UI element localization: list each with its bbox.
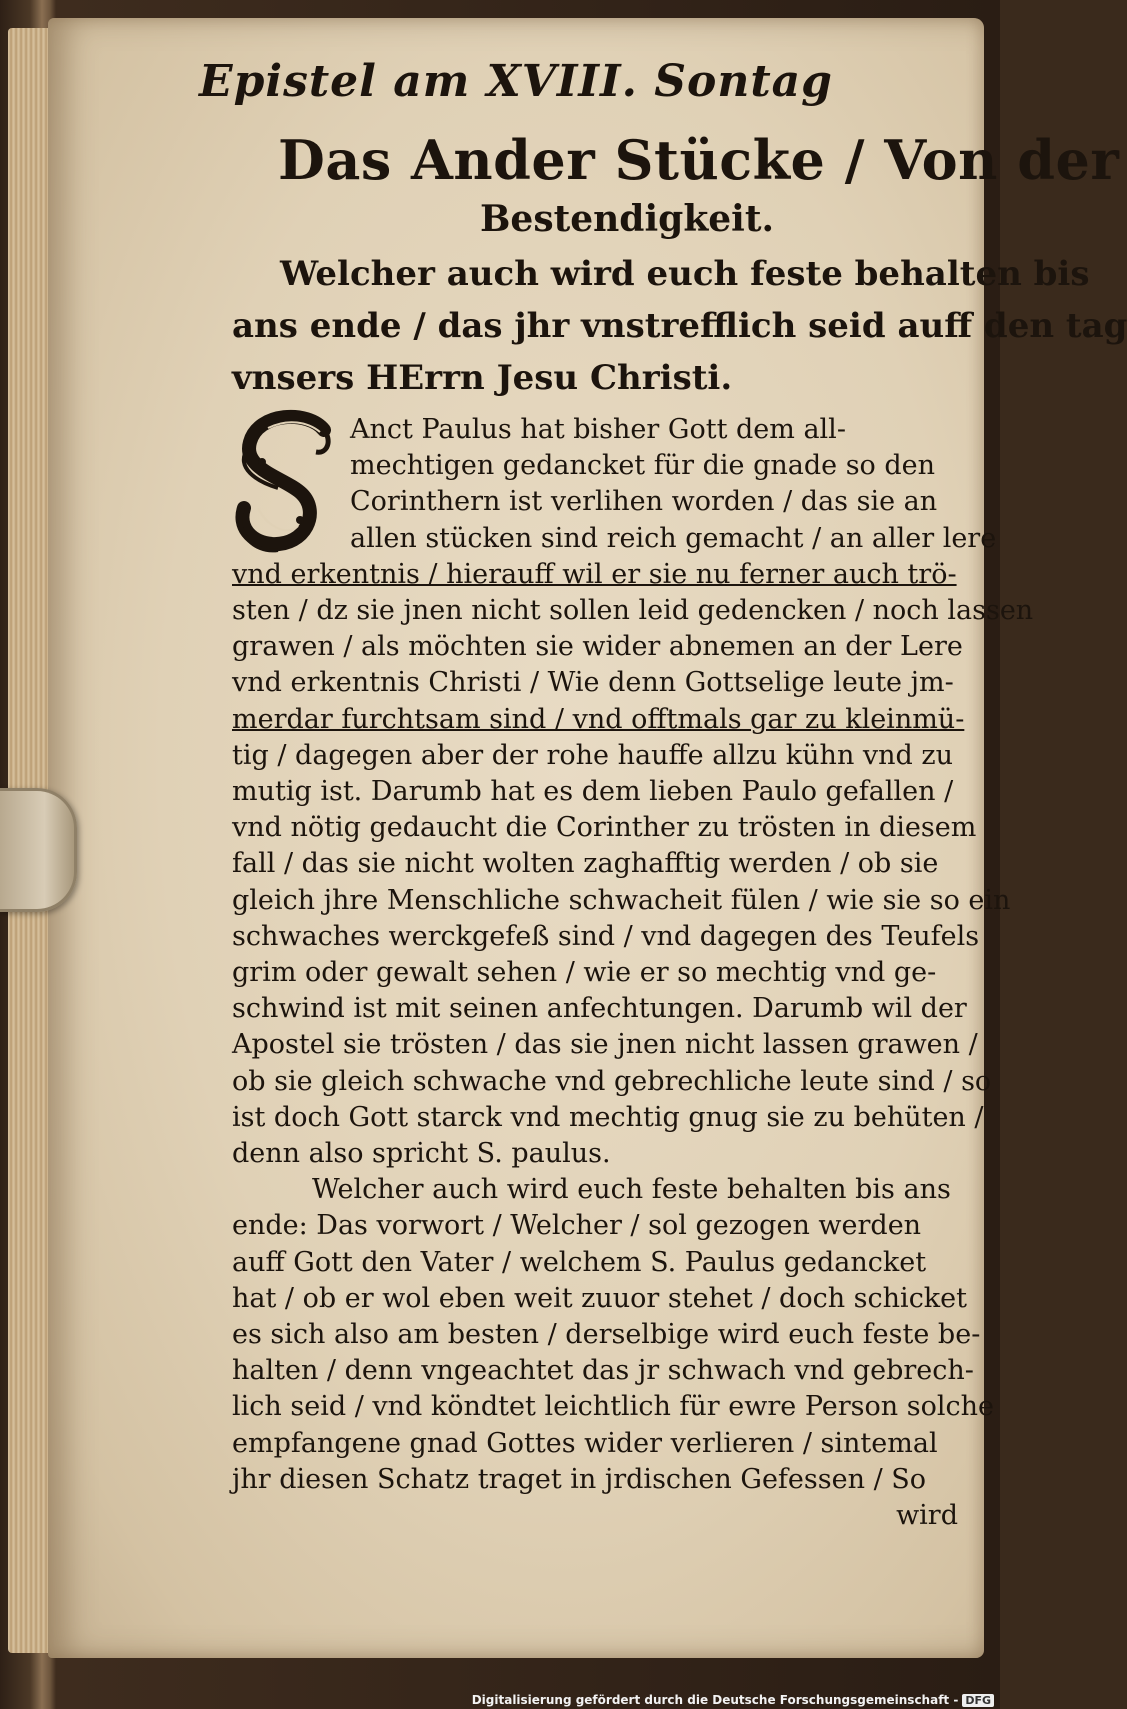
body-line: grawen / als möchten sie wider abnemen an der Lere	[232, 631, 963, 663]
drop-cap-letter: S	[283, 500, 291, 511]
body-line: schwind ist mit seinen anfechtungen. Darumb wil der	[232, 993, 967, 1025]
body-line: jhr diesen Schatz traget in jrdischen Gefessen / So	[232, 1463, 926, 1495]
section-title: Das Ander Stücke / Von der	[278, 128, 1120, 192]
body-line: grim oder gewalt sehen / wie er so mechtig vnd ge-	[232, 957, 937, 989]
verse-line: ans ende / das jhr vnstrefflich seid auff den tag	[232, 306, 1127, 346]
verse-block	[232, 248, 1127, 404]
body-line: vnd nötig gedaucht die Corinther zu trösten in diesem	[232, 812, 977, 844]
body-line: es sich also am besten / derselbige wird euch feste be-	[232, 1319, 981, 1351]
body-line: vnd erkentnis Christi / Wie denn Gottselige leute jm-	[232, 667, 954, 699]
dfg-logo: DFG	[962, 1694, 994, 1707]
verse-line: Welcher auch wird euch feste behalten bis	[280, 254, 1090, 294]
catchword: wird	[896, 1500, 958, 1532]
section-title-continued: Bestendigkeit.	[480, 198, 775, 240]
body-line: tig / dagegen aber der rohe hauffe allzu kühn vnd zu	[232, 739, 954, 771]
body-line-underlined: vnd erkentnis / hierauff wil er sie nu ferner auch trö-	[232, 558, 957, 590]
digitization-footer	[472, 1693, 994, 1707]
body-line: auff Gott den Vater / welchem S. Paulus gedancket	[232, 1246, 927, 1278]
body-line: Corinthern ist verlihen worden / das sie an	[350, 486, 938, 518]
body-line: schwaches werckgefeß sind / vnd dagegen des Teufels	[232, 920, 980, 952]
body-text	[232, 412, 1034, 1534]
body-line: hat / ob er wol eben weit zuuor stehet / doch schicket	[232, 1282, 967, 1314]
body-line: ob sie gleich schwache vnd gebrechliche leute sind / so	[232, 1065, 992, 1097]
body-line: fall / das sie nicht wolten zaghafftig werden / ob sie	[232, 848, 939, 880]
body-line: sten / dz sie jnen nicht sollen leid gedencken / noch lassen	[232, 595, 1034, 627]
body-line: Anct Paulus hat bisher Gott dem all-	[350, 414, 846, 445]
body-line: Welcher auch wird euch feste behalten bis ans	[312, 1174, 951, 1206]
body-line: denn also spricht S. paulus.	[232, 1138, 611, 1170]
body-line: mechtigen gedancket für die gnade so den	[350, 450, 936, 482]
page-clip	[0, 788, 77, 912]
footer-text: Digitalisierung gefördert durch die Deutsche Forschungsgemeinschaft -	[471, 1693, 959, 1707]
body-line: ende: Das vorwort / Welcher / sol gezogen werden	[232, 1210, 922, 1242]
body-line-underlined: merdar furchtsam sind / vnd offtmals gar zu kleinmü-	[232, 703, 965, 735]
running-head: Epistel am XVIII. Sontag	[199, 56, 833, 107]
body-line: Apostel sie trösten / das sie jnen nicht lassen grawen /	[232, 1029, 978, 1061]
verse-line: vnsers HErrn Jesu Christi.	[232, 358, 733, 398]
body-line: ist doch Gott starck vnd mechtig gnug sie zu behüten /	[232, 1101, 984, 1133]
body-line: mutig ist. Darumb hat es dem lieben Paulo gefallen /	[232, 776, 954, 808]
body-line: lich seid / vnd köndtet leichtlich für ewre Person solche	[232, 1391, 994, 1423]
body-line: allen stücken sind reich gemacht / an aller lere	[350, 522, 997, 554]
body-line: gleich jhre Menschliche schwacheit fülen / wie sie so ein	[232, 884, 1011, 916]
body-line: empfangene gnad Gottes wider verlieren / sintemal	[232, 1427, 938, 1459]
body-line: halten / denn vngeachtet das jr schwach vnd gebrech-	[232, 1355, 974, 1387]
